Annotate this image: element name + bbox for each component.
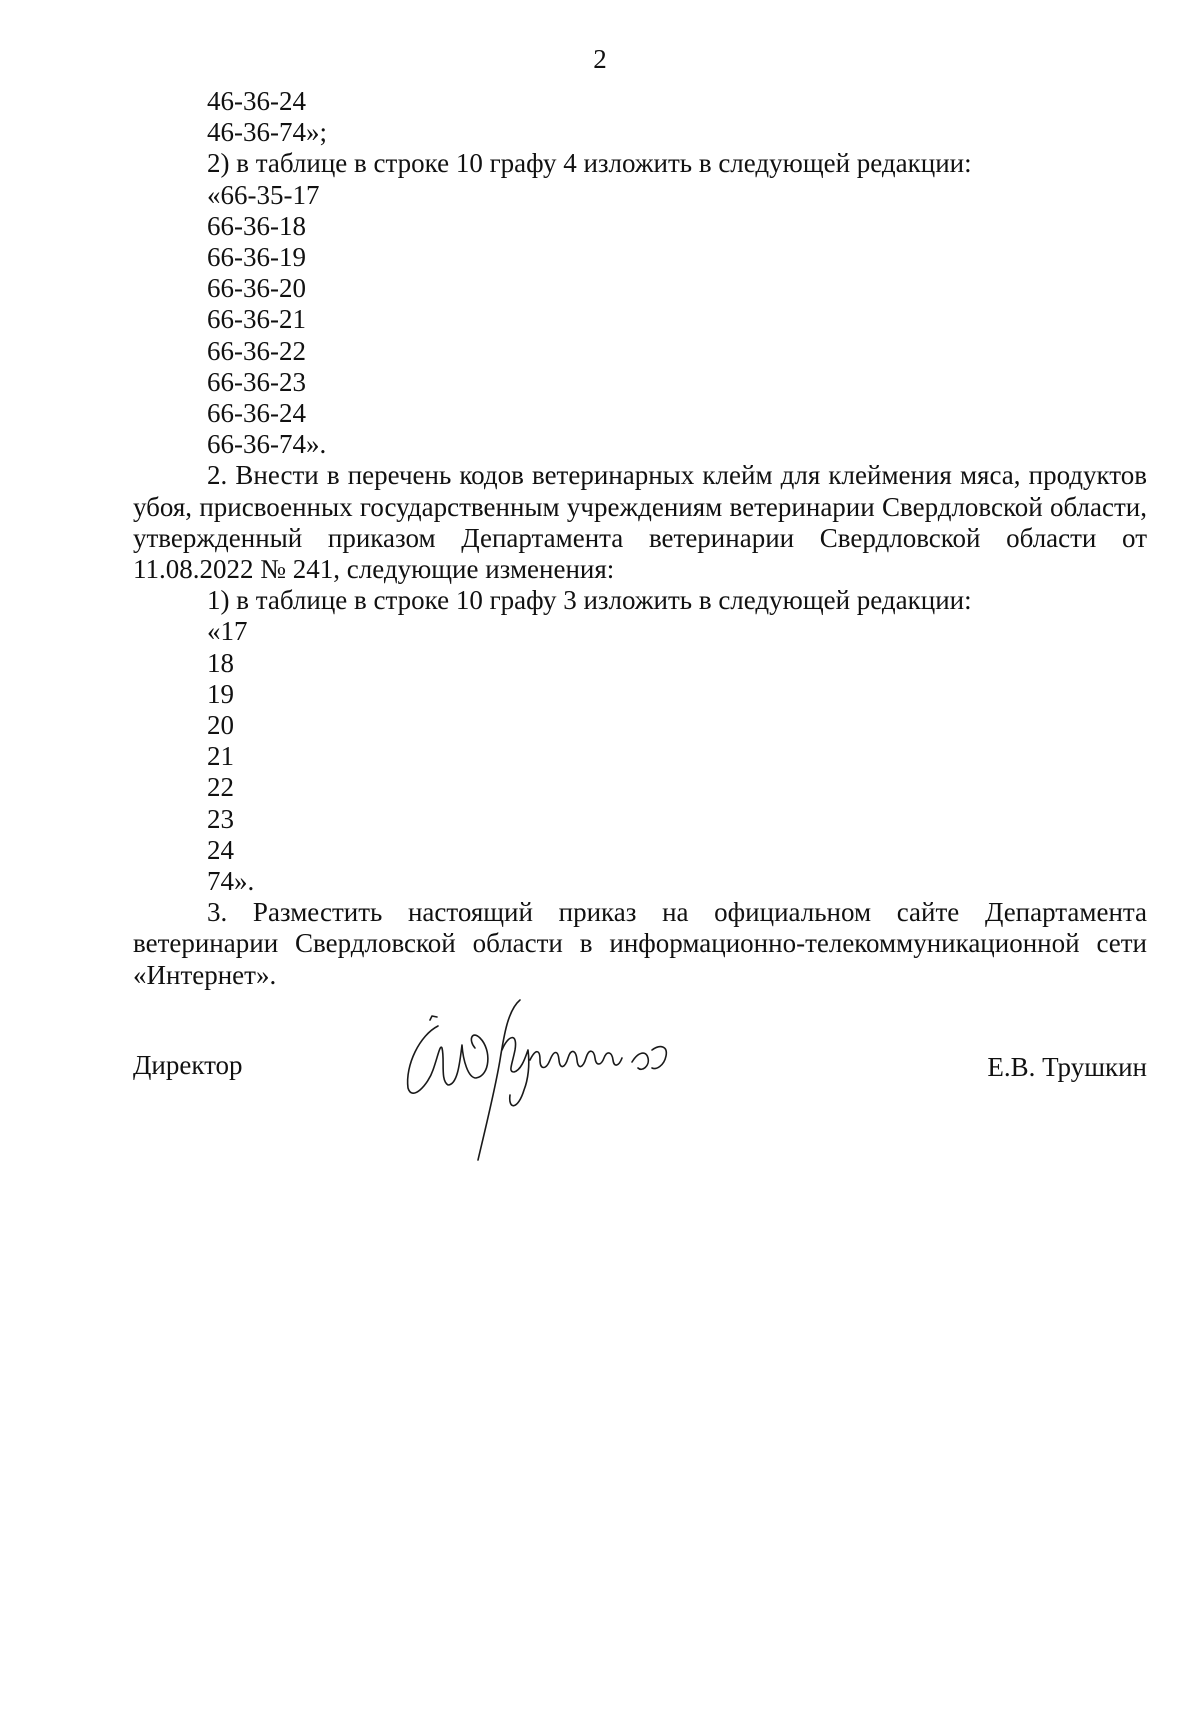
code-line: «17 [207,616,248,647]
code-line: 66-36-74». [207,429,327,460]
code-line: 23 [207,803,234,834]
code-line: 19 [207,678,234,709]
code-line: 20 [207,710,234,741]
code-line: 46-36-74»; [207,117,327,148]
page-number: 2 [593,44,607,74]
code-line: 66-36-23 [207,366,306,397]
signatory-name: Е.В. Трушкин [987,1052,1147,1082]
code-line: 24 [207,834,234,865]
code-line: 66-36-24 [207,398,306,429]
code-line: 46-36-24 [207,86,306,116]
code-line: 21 [207,741,234,772]
signatory-title: Директор [133,1050,243,1080]
code-line: 18 [207,647,234,678]
code-line: 66-36-18 [207,210,306,241]
item-heading: 1) в таблице в строке 10 графу 3 изложить в следующей редакции: [207,585,972,616]
code-line: 74». [207,866,255,897]
code-line: 66-36-21 [207,304,306,335]
handwritten-signature [400,990,720,1165]
code-line: 66-36-19 [207,242,306,273]
code-line: 22 [207,772,234,803]
code-line: 66-36-22 [207,335,306,366]
section-3-paragraph: 3. Разместить настоящий приказ на официальном сайте Департамента ветеринарии Свердловской области в информационно-телекоммуникационной сети «Интернет». [133,897,1147,990]
code-line: 66-36-20 [207,273,306,304]
item-heading: 2) в таблице в строке 10 графу 4 изложить в следующей редакции: [207,148,972,179]
code-line: «66-35-17 [207,179,320,210]
document-body [133,86,1147,991]
section-2-paragraph: 2. Внести в перечень кодов ветеринарных клейм для клеймения мяса, продуктов убоя, присвоенных государственным учреждениям ветеринарии Свердловской области, утвержденный приказом Департамента ветеринарии Свердловской области от 11.08.2022 № 241, следующие изменения: [133,460,1147,585]
